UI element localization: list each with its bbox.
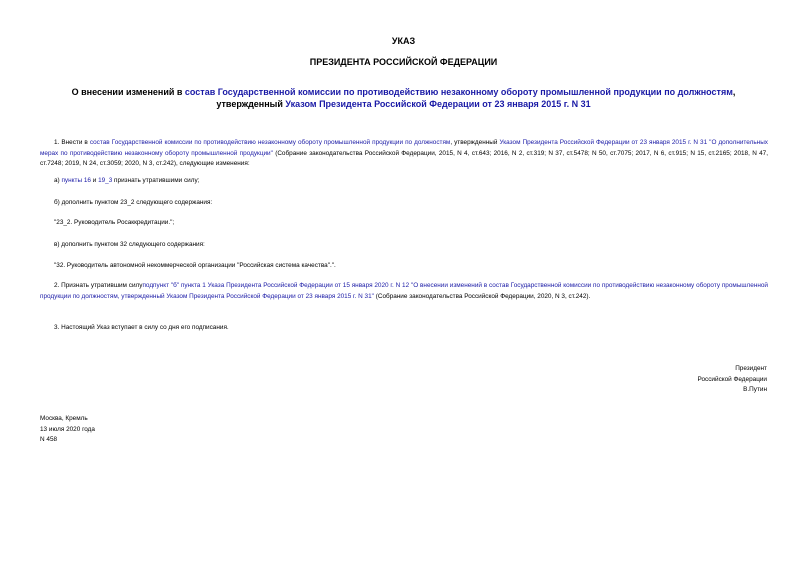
signature-block	[567, 364, 767, 396]
decree-heading	[40, 86, 767, 110]
heading-link-decree[interactable]: Указом Президента Российской Федерации от 23 января 2015 г. N 31	[285, 99, 591, 109]
paragraph-1	[40, 138, 768, 170]
paragraph-3: 3. Настоящий Указ вступает в силу со дня его подписания.	[54, 324, 229, 331]
signature-name: В.Путин	[743, 386, 767, 393]
decree-number: N 458	[40, 436, 58, 443]
link-point-19-3[interactable]: 19_3	[98, 177, 113, 184]
paragraph-1-text-1: 1. Внести в	[54, 139, 90, 146]
paragraph-1-link-commission[interactable]: состав Государственной комиссии по противодействию незаконному обороту промышленной продукции по должностям	[89, 139, 451, 146]
heading-text-1: О внесении изменений в	[71, 87, 185, 97]
paragraph-2	[40, 281, 768, 302]
signing-date: 13 июля 2020 года	[40, 425, 95, 433]
subparagraph-b-content: "23_2. Руководитель Росаккредитации.";	[54, 219, 175, 226]
subparagraph-a-text-1: а)	[54, 177, 62, 184]
signature-country: Российской Федерации	[697, 375, 767, 383]
paragraph-1-link-decree[interactable]: Указом Президента Российской Федерации от 23 января 2015 г. N 31 "О дополнительных мерах по противодействию незаконному обороту промышленной продукции"	[40, 139, 769, 157]
subparagraph-v-content: "32. Руководитель автономной некоммерческой организации "Российская система качества".".	[54, 262, 336, 269]
paragraph-2-text-2: (Собрание законодательства Российской Федерации, 2020, N 3, ст.242).	[373, 292, 591, 300]
subparagraph-a-text-3: признать утратившими силу;	[112, 177, 200, 184]
signature-position: Президент	[735, 365, 767, 372]
paragraph-2-text-1: 2. Признать утратившим силу	[54, 282, 143, 289]
subparagraph-a-text-2: и	[90, 177, 99, 184]
decree-title: УКАЗ	[391, 36, 416, 46]
paragraph-2-link-subpoint[interactable]: подпункт "б" пункта 1 Указа Президента Российской Федерации от 15 января 2020 г. N 12 "О внесении изменений в состав Государственной комиссии по противодействию незаконному обороту промышленной продукции по должностям, утвержденный Указом Президента Российской Федерации от 23 января 2015 г. N 31"	[40, 282, 768, 300]
subparagraph-a	[40, 176, 768, 187]
paragraph-1-text-2: , утвержденный	[450, 139, 500, 146]
paragraph-1-text-3: (Собрание законодательства Российской Федерации, 2015, N 4, ст.643; 2016, N 2, ст.319; N 37, ст.5478; N 50, ст.7075; 2017, N 6, ст.915; N 15, ст.2165; 2018, N 47, ст.7248; 2019, N 24, ст.3059; 2020, N 3, ст.242), следующие изменения:	[40, 149, 768, 167]
heading-link-commission[interactable]: состав Государственной комиссии по противодействию незаконному обороту промышленной продукции по должностям	[184, 87, 733, 97]
signing-place: Москва, Кремль	[40, 415, 88, 422]
subparagraph-v: в) дополнить пунктом 32 следующего содержания:	[54, 241, 205, 248]
heading-text-2: , утвержденный	[216, 87, 736, 109]
link-point-16[interactable]: пункты 16	[61, 177, 91, 184]
decree-subtitle: ПРЕЗИДЕНТА РОССИЙСКОЙ ФЕДЕРАЦИИ	[309, 57, 498, 67]
place-date-block	[40, 414, 240, 446]
subparagraph-b: б) дополнить пунктом 23_2 следующего содержания:	[54, 199, 213, 206]
